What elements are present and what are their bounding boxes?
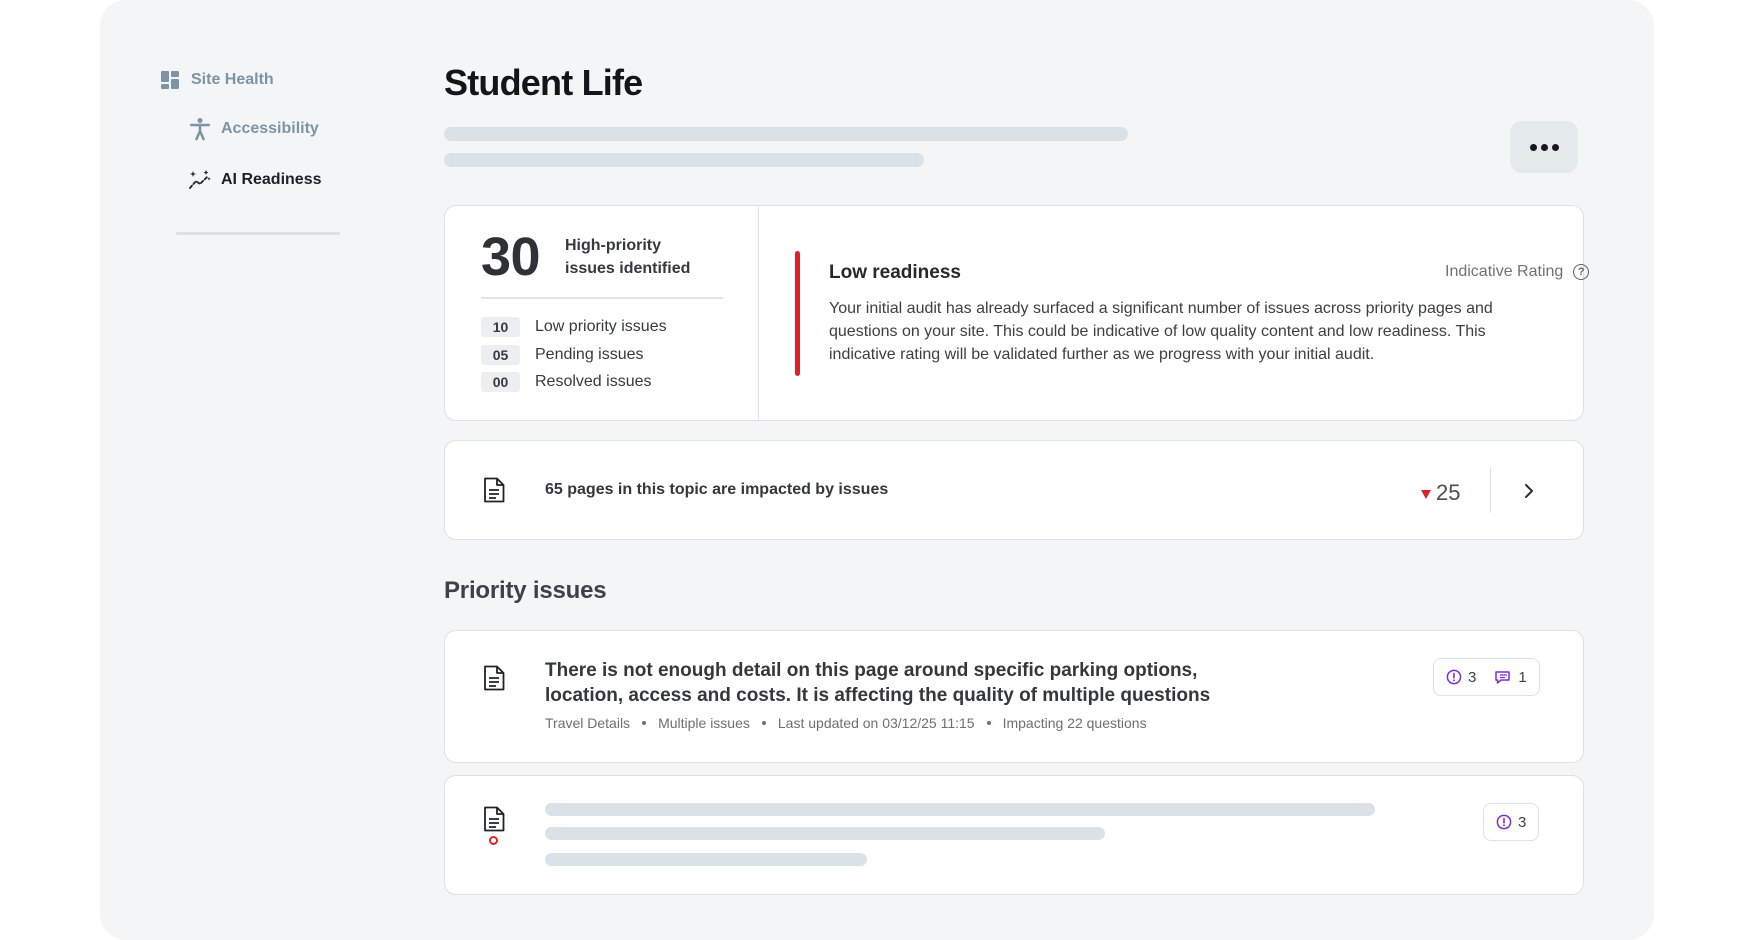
more-dot (1541, 144, 1548, 151)
issue-count: 3 (1468, 668, 1477, 686)
more-horizontal-icon (1530, 144, 1537, 151)
issue-impact: Impacting 22 questions (1002, 715, 1147, 731)
count-badge: 00 (481, 372, 520, 392)
alert-dot-icon (489, 836, 498, 845)
stat-row-pending (481, 345, 644, 365)
stat-label: Low priority issues (535, 318, 667, 335)
issue-type: Multiple issues (658, 715, 750, 731)
rating-description: Your initial audit has already surfaced a significant number of issues across priority pages and questions on your site. This could be indicative of low quality content and low readiness. This indicative rating will be validated further as we progress with your initial audit. (829, 300, 1493, 363)
app-frame (100, 0, 1654, 940)
status-indicator-bar (795, 251, 800, 376)
issue-category: Travel Details (545, 715, 631, 731)
separator-dot (762, 721, 766, 725)
readiness-summary-card (444, 205, 1584, 421)
ai-sparkle-icon (188, 168, 212, 192)
separator-dot (987, 721, 991, 725)
more-dot (1552, 144, 1559, 151)
indicative-rating (1445, 263, 1589, 281)
sidebar-item-label: Accessibility (221, 120, 319, 137)
trend-value: 25 (1436, 480, 1461, 505)
skeleton-line (545, 853, 867, 866)
chevron-right-icon[interactable] (1519, 481, 1539, 501)
skeleton-line (444, 153, 924, 167)
separator-dot (642, 721, 646, 725)
trend-indicator (1421, 480, 1460, 506)
comment-count: 1 (1518, 668, 1527, 686)
more-options-button[interactable] (1510, 121, 1578, 173)
issue-last-updated: Last updated on 03/12/25 11:15 (777, 715, 975, 731)
issue-count-group (1496, 814, 1526, 831)
trend-down-icon (1421, 490, 1431, 499)
sidebar-item-label: Site Health (191, 71, 274, 88)
rating-label: Indicative Rating (1445, 263, 1564, 280)
issue-summary-panel (445, 206, 759, 420)
high-priority-count: 30 (481, 227, 541, 287)
help-icon[interactable]: ? (1573, 264, 1589, 280)
accessibility-icon (188, 117, 212, 141)
sidebar-divider (176, 232, 340, 235)
rating-title: Low readiness (829, 262, 961, 283)
sidebar-item-site-health[interactable] (158, 68, 274, 92)
comment-icon (1494, 669, 1512, 685)
count-badge: 10 (481, 317, 520, 337)
divider (1490, 467, 1491, 513)
skeleton-line (444, 127, 1128, 141)
document-icon (483, 665, 505, 691)
issue-count: 3 (1518, 813, 1527, 831)
issue-card[interactable] (444, 630, 1584, 763)
skeleton-line (545, 827, 1105, 840)
count-badge: 05 (481, 345, 520, 365)
divider (481, 297, 723, 299)
high-priority-label: High-priority issues identified (565, 237, 691, 277)
alert-circle-icon (1496, 814, 1512, 830)
skeleton-line (545, 803, 1375, 816)
priority-issues-heading: Priority issues (444, 577, 607, 604)
issue-counts-chip[interactable] (1483, 803, 1539, 841)
page-title: Student Life (444, 62, 643, 103)
document-icon (483, 477, 505, 503)
stat-label: Pending issues (535, 346, 644, 363)
comment-count-group (1494, 669, 1526, 686)
issue-card-loading[interactable] (444, 775, 1584, 895)
document-icon (483, 806, 505, 832)
issue-counts-chip[interactable] (1433, 658, 1540, 696)
stat-label: Resolved issues (535, 373, 652, 390)
impacted-pages-text: 65 pages in this topic are impacted by issues (545, 481, 889, 498)
sidebar-item-accessibility[interactable] (188, 117, 319, 141)
sidebar-item-label: AI Readiness (221, 171, 322, 188)
alert-circle-icon (1446, 669, 1462, 685)
impacted-pages-card[interactable] (444, 440, 1584, 540)
issue-meta (545, 715, 1147, 731)
issue-title: There is not enough detail on this page around specific parking options, location, access and costs. It is affecting the quality of multiple questions (545, 660, 1211, 706)
issue-count-group (1446, 669, 1476, 686)
dashboard-icon (158, 68, 182, 92)
stat-row-resolved (481, 372, 652, 392)
stat-row-low-priority (481, 317, 667, 337)
sidebar-item-ai-readiness[interactable] (188, 168, 321, 192)
